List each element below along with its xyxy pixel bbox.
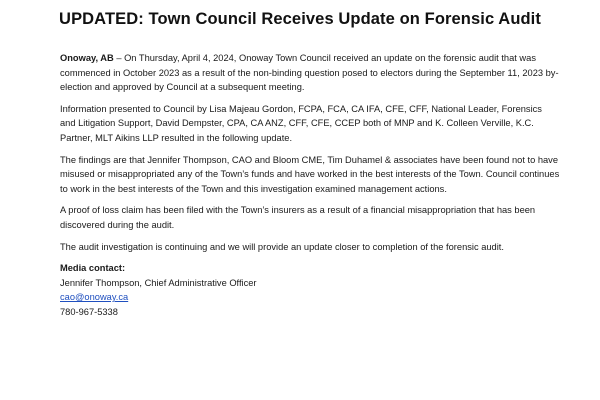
media-contact-heading: Media contact: (60, 263, 126, 274)
media-contact-block (60, 261, 560, 319)
paragraph-presenters: Information presented to Council by Lisa Majeau Gordon, FCPA, FCA, CA IFA, CFE, CFF, National Leader, Forensics and Litigation Support, David Dempster, CPA, CA ANZ, CFF, CFE, CCEP both of MNP and K. Colleen Verville, K.C. Partner, MLT Aikins LLP resulted in the following update. (60, 103, 542, 143)
contact-phone: 780-967-5338 (60, 306, 118, 317)
contact-name-title: Jennifer Thompson, Chief Administrative Officer (60, 277, 257, 288)
paragraph-proof-of-loss: A proof of loss claim has been filed with the Town’s insurers as a result of a financial misappropriation that has been discovered during the audit. (60, 205, 536, 230)
press-release-body (60, 51, 560, 320)
paragraph-findings: The findings are that Jennifer Thompson, CAO and Bloom CME, Tim Duhamel & associates have been found not to have misused or misappropriated any of the Town’s funds and have worked in the best interests of the Town. Council continues to work in the best interests of the Town and this investigation examined management actions. (60, 154, 560, 194)
intro-text: – On Thursday, April 4, 2024, Onoway Town Council received an update on the forensic audit that was commenced in October 2023 as a result of the non-binding question posed to electors during the September 11, 2023 by-election and approved by Council at a subsequent meeting. (60, 53, 559, 93)
press-release-title: UPDATED: Town Council Receives Update on Forensic Audit (59, 10, 541, 28)
paragraph-continuing: The audit investigation is continuing and we will provide an update closer to completion of the forensic audit. (60, 241, 504, 252)
paragraph-intro (60, 51, 560, 95)
contact-email-line (60, 290, 560, 305)
dateline-location: Onoway, AB (60, 53, 114, 63)
contact-email-link[interactable]: cao@onoway.ca (60, 292, 129, 303)
